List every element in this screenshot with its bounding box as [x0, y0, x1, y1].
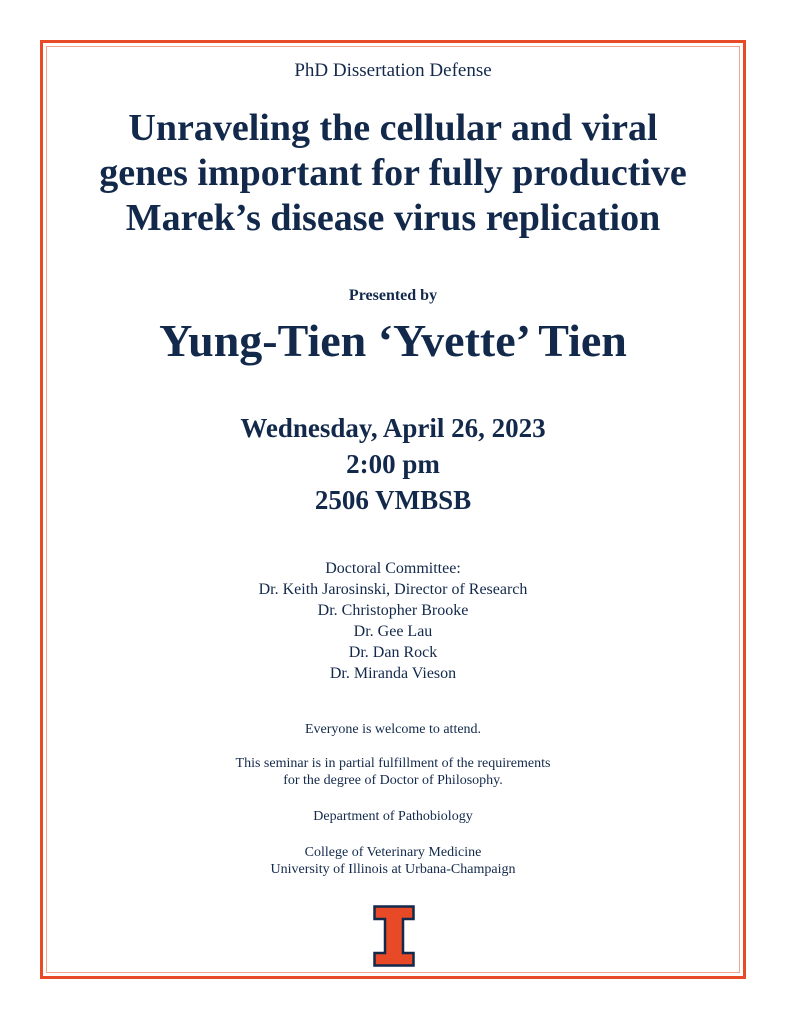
committee-member: Dr. Keith Jarosinski, Director of Research: [258, 581, 528, 598]
fulfillment-note: [40, 755, 746, 789]
committee-member: Dr. Miranda Vieson: [329, 665, 457, 682]
committee-member: Dr. Gee Lau: [353, 623, 433, 640]
event-details: [40, 410, 746, 518]
event-time: 2:00 pm: [346, 449, 440, 479]
title-line: Marek’s disease virus replication: [125, 197, 661, 239]
presenter-name: Yung-Tien ‘Yvette’ Tien: [159, 315, 627, 366]
university-name: University of Illinois at Urbana-Champaign: [270, 862, 516, 877]
flyer-content: [40, 40, 746, 878]
committee-heading: Doctoral Committee:: [325, 560, 461, 577]
committee-member: Dr. Christopher Brooke: [317, 602, 469, 619]
fulfillment-line: This seminar is in partial fulfillment of the requirements: [235, 756, 551, 771]
event-location: 2506 VMBSB: [314, 485, 472, 515]
college-info: [40, 844, 746, 878]
committee-member: Dr. Dan Rock: [348, 644, 438, 661]
college-name: College of Veterinary Medicine: [304, 845, 482, 860]
event-date: Wednesday, April 26, 2023: [240, 413, 546, 443]
title-line: Unraveling the cellular and viral: [128, 107, 658, 149]
department-name: Department of Pathobiology: [313, 809, 473, 824]
title-line: genes important for fully productive: [99, 152, 687, 194]
fulfillment-line: for the degree of Doctor of Philosophy.: [283, 773, 503, 788]
doctoral-committee: [40, 558, 746, 684]
block-i-logo-icon: [373, 905, 415, 967]
dissertation-title: [40, 106, 746, 241]
presented-by-label: Presented by: [348, 287, 438, 304]
welcome-note: Everyone is welcome to attend.: [304, 722, 482, 737]
event-type: PhD Dissertation Defense: [294, 60, 492, 81]
